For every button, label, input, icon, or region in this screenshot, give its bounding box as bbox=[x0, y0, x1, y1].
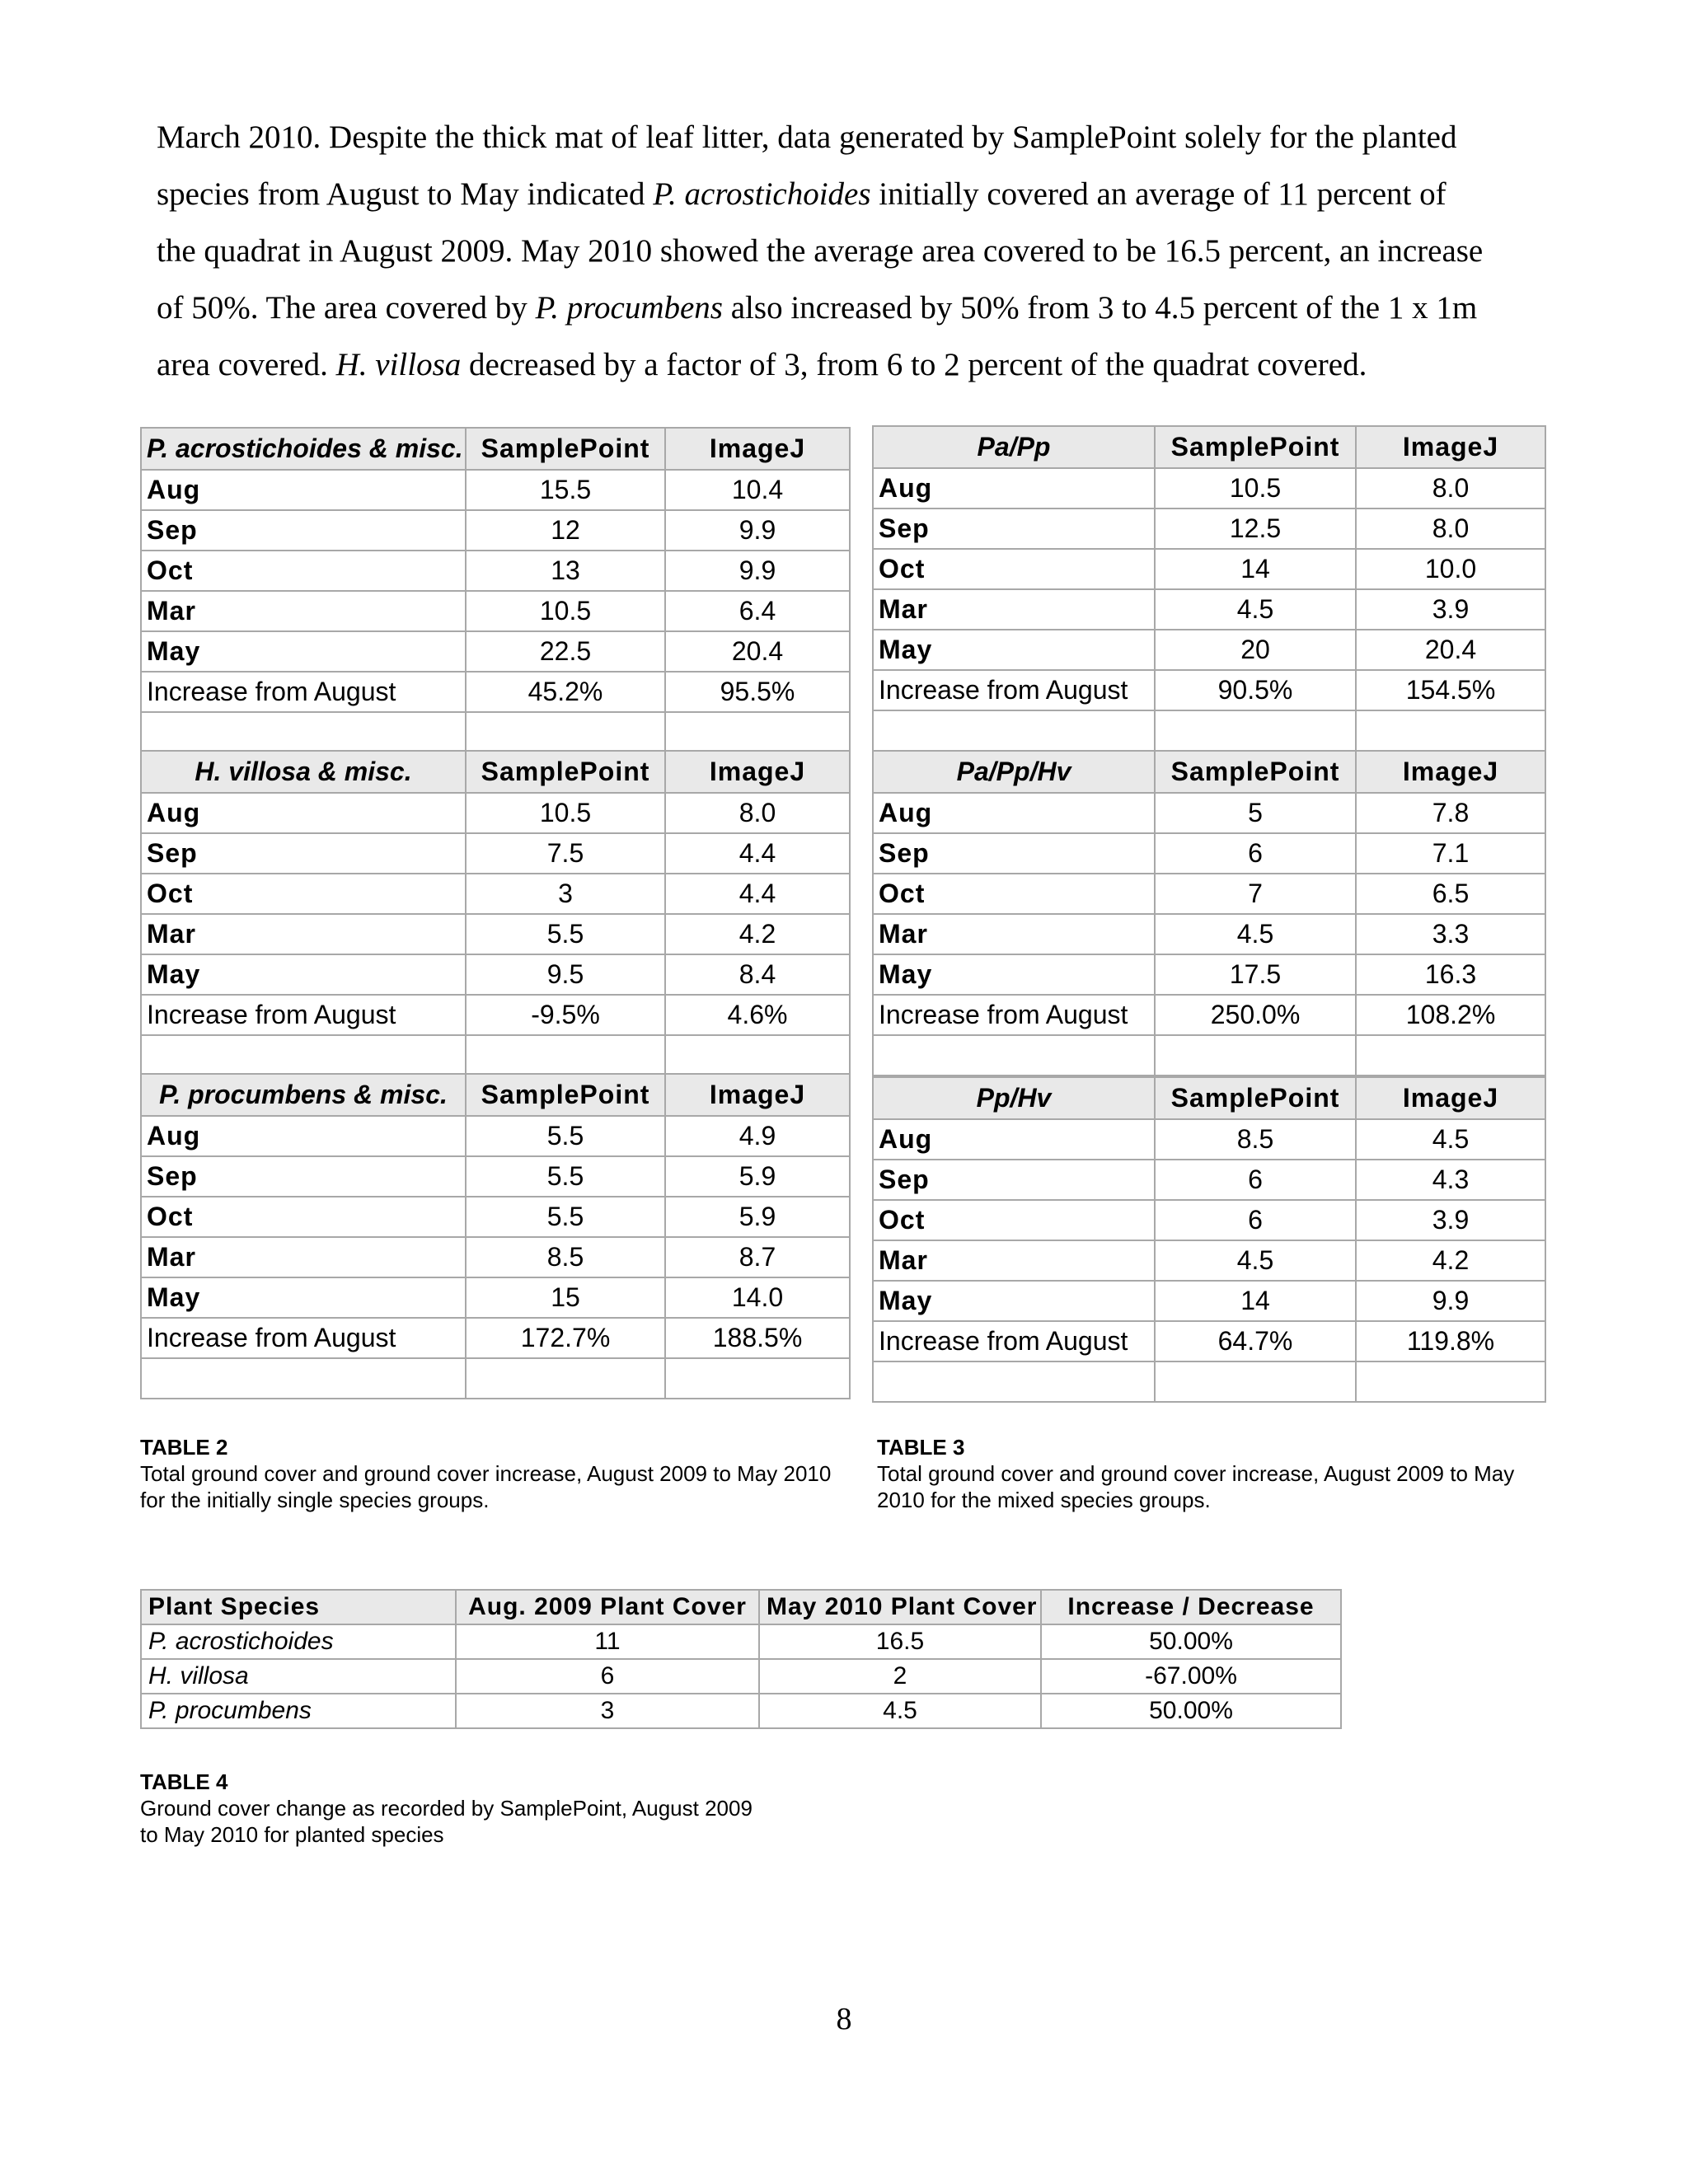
method-header: SamplePoint bbox=[1155, 426, 1356, 468]
table-cell: 5.5 bbox=[466, 914, 665, 954]
caption-title: TABLE 2 bbox=[140, 1435, 228, 1460]
table-cell: 250.0% bbox=[1155, 995, 1356, 1035]
table-cell: 64.7% bbox=[1155, 1321, 1356, 1361]
table3-pa-pp bbox=[872, 425, 1546, 752]
table-cell: 50.00% bbox=[1041, 1624, 1341, 1659]
table-cell: 4.6% bbox=[665, 995, 850, 1035]
table-cell: -9.5% bbox=[466, 995, 665, 1035]
row-label: Aug bbox=[141, 470, 466, 510]
row-label: May bbox=[873, 954, 1155, 995]
table-row bbox=[141, 1694, 1341, 1728]
paragraph-line bbox=[157, 109, 1550, 166]
group-header: P. procumbens & misc. bbox=[141, 1074, 466, 1116]
table-header-row bbox=[141, 428, 850, 470]
row-label: Sep bbox=[141, 1156, 466, 1197]
table-cell: 10.5 bbox=[1155, 468, 1356, 509]
table-cell: 12 bbox=[466, 510, 665, 551]
species-name: H. villosa bbox=[141, 1659, 456, 1694]
row-label: Mar bbox=[873, 1240, 1155, 1281]
row-label: Mar bbox=[141, 1237, 466, 1277]
row-label: Sep bbox=[873, 1160, 1155, 1200]
table-cell: 4.9 bbox=[665, 1116, 850, 1156]
table-cell: 8.7 bbox=[665, 1237, 850, 1277]
table-cell: 22.5 bbox=[466, 631, 665, 672]
table-cell: 5.5 bbox=[466, 1116, 665, 1156]
table-cell: 10.0 bbox=[1356, 549, 1545, 589]
empty-cell bbox=[466, 1035, 665, 1076]
empty-cell bbox=[1356, 1361, 1545, 1402]
table2-acrostichoides bbox=[140, 427, 851, 753]
table-cell: 6 bbox=[1155, 833, 1356, 874]
row-label: Increase from August bbox=[141, 672, 466, 712]
row-label: Sep bbox=[873, 509, 1155, 549]
table-cell: 7 bbox=[1155, 874, 1356, 914]
table-row bbox=[873, 914, 1545, 954]
table-cell: 8.5 bbox=[466, 1237, 665, 1277]
table-row bbox=[873, 833, 1545, 874]
empty-cell bbox=[141, 1035, 466, 1076]
table-cell: 5.5 bbox=[466, 1156, 665, 1197]
column-header: Plant Species bbox=[141, 1590, 456, 1624]
table-row bbox=[141, 470, 850, 510]
table-cell: 4.3 bbox=[1356, 1160, 1545, 1200]
table-row bbox=[873, 549, 1545, 589]
table-row bbox=[141, 1318, 850, 1358]
table-row bbox=[873, 954, 1545, 995]
empty-cell bbox=[1356, 1035, 1545, 1076]
species-name: P. acrostichoides bbox=[141, 1624, 456, 1659]
empty-cell bbox=[665, 712, 850, 752]
table-cell: 16.5 bbox=[759, 1624, 1041, 1659]
row-label: Aug bbox=[873, 793, 1155, 833]
table-cell: 11 bbox=[456, 1624, 759, 1659]
paragraph-line bbox=[157, 166, 1550, 223]
table2-caption bbox=[140, 1434, 849, 1513]
table-cell: 3 bbox=[466, 874, 665, 914]
table-cell: 9.9 bbox=[665, 510, 850, 551]
table-row bbox=[873, 509, 1545, 549]
column-header: May 2010 Plant Cover bbox=[759, 1590, 1041, 1624]
row-label: Oct bbox=[873, 1200, 1155, 1240]
table-cell: 119.8% bbox=[1356, 1321, 1545, 1361]
table-row bbox=[141, 1277, 850, 1318]
species-name: P. acrostichoides bbox=[653, 176, 871, 212]
caption-title: TABLE 4 bbox=[140, 1769, 228, 1794]
row-label: May bbox=[141, 1277, 466, 1318]
row-label: Increase from August bbox=[873, 1321, 1155, 1361]
table-row bbox=[141, 1156, 850, 1197]
table-header-row bbox=[141, 751, 850, 793]
table-cell: 8.4 bbox=[665, 954, 850, 995]
table-row bbox=[873, 1321, 1545, 1361]
paragraph-line bbox=[157, 336, 1550, 393]
table-cell: 3 bbox=[456, 1694, 759, 1728]
method-header: SamplePoint bbox=[466, 751, 665, 793]
table-cell: 188.5% bbox=[665, 1318, 850, 1358]
table4-plant-cover bbox=[140, 1589, 1342, 1729]
row-label: Sep bbox=[141, 833, 466, 874]
table-cell: 7.5 bbox=[466, 833, 665, 874]
empty-cell bbox=[873, 1035, 1155, 1076]
table-row bbox=[141, 833, 850, 874]
row-label: Mar bbox=[141, 914, 466, 954]
text-span: of 50%. The area covered by bbox=[157, 290, 536, 326]
table-cell: 3.9 bbox=[1356, 1200, 1545, 1240]
row-label: Oct bbox=[141, 1197, 466, 1237]
table-row bbox=[141, 995, 850, 1035]
table-cell: 95.5% bbox=[665, 672, 850, 712]
row-label: Mar bbox=[873, 589, 1155, 630]
table-row bbox=[141, 631, 850, 672]
table-cell: 4.5 bbox=[1155, 1240, 1356, 1281]
table-row bbox=[141, 914, 850, 954]
table-header-row bbox=[873, 1077, 1545, 1119]
table-cell: 8.0 bbox=[1356, 509, 1545, 549]
row-label: Sep bbox=[873, 833, 1155, 874]
empty-row bbox=[873, 1361, 1545, 1402]
table-cell: 20 bbox=[1155, 630, 1356, 670]
species-name: P. procumbens bbox=[141, 1694, 456, 1728]
empty-row bbox=[141, 1358, 850, 1399]
empty-cell bbox=[1155, 710, 1356, 751]
row-label: Increase from August bbox=[873, 670, 1155, 710]
table-cell: 7.8 bbox=[1356, 793, 1545, 833]
text-span: also increased by 50% from 3 to 4.5 percent of the 1 x 1m bbox=[723, 290, 1478, 326]
table-row bbox=[873, 468, 1545, 509]
row-label: Oct bbox=[141, 874, 466, 914]
row-label: Oct bbox=[141, 551, 466, 591]
table-row bbox=[873, 793, 1545, 833]
method-header: ImageJ bbox=[665, 428, 850, 470]
row-label: May bbox=[141, 954, 466, 995]
text-span: species from August to May indicated bbox=[157, 176, 654, 212]
table-row bbox=[873, 1200, 1545, 1240]
table-cell: 2 bbox=[759, 1659, 1041, 1694]
table-cell: 4.4 bbox=[665, 833, 850, 874]
table-row bbox=[873, 1160, 1545, 1200]
table3-pa-pp-hv bbox=[872, 750, 1546, 1076]
table-header-row bbox=[873, 426, 1545, 468]
table-row bbox=[141, 1197, 850, 1237]
table3-pp-hv bbox=[872, 1076, 1546, 1403]
row-label: Increase from August bbox=[141, 1318, 466, 1358]
table-cell: 14 bbox=[1155, 549, 1356, 589]
method-header: ImageJ bbox=[1356, 751, 1545, 793]
text-span: the quadrat in August 2009. May 2010 showed the average area covered to be 16.5 percent, an increase bbox=[157, 233, 1484, 269]
table-cell: 15 bbox=[466, 1277, 665, 1318]
table-row bbox=[873, 630, 1545, 670]
table-cell: 6 bbox=[1155, 1200, 1356, 1240]
table-cell: 15.5 bbox=[466, 470, 665, 510]
table-cell: 14.0 bbox=[665, 1277, 850, 1318]
row-label: Aug bbox=[873, 468, 1155, 509]
table-cell: 3.9 bbox=[1356, 589, 1545, 630]
text-span: decreased by a factor of 3, from 6 to 2 percent of the quadrat covered. bbox=[461, 347, 1367, 382]
table-cell: -67.00% bbox=[1041, 1659, 1341, 1694]
table2-villosa bbox=[140, 750, 851, 1076]
table-cell: 9.9 bbox=[665, 551, 850, 591]
table-cell: 9.5 bbox=[466, 954, 665, 995]
caption-title: TABLE 3 bbox=[877, 1435, 965, 1460]
row-label: Aug bbox=[141, 1116, 466, 1156]
row-label: Mar bbox=[141, 591, 466, 631]
paragraph-line bbox=[157, 223, 1550, 279]
empty-cell bbox=[1356, 710, 1545, 751]
column-header: Increase / Decrease bbox=[1041, 1590, 1341, 1624]
method-header: ImageJ bbox=[665, 751, 850, 793]
empty-cell bbox=[665, 1358, 850, 1399]
table-row bbox=[873, 1240, 1545, 1281]
method-header: ImageJ bbox=[1356, 1077, 1545, 1119]
table-row bbox=[873, 874, 1545, 914]
table-cell: 6.4 bbox=[665, 591, 850, 631]
table2-procumbens bbox=[140, 1073, 851, 1399]
row-label: Increase from August bbox=[873, 995, 1155, 1035]
table-cell: 4.2 bbox=[665, 914, 850, 954]
method-header: SamplePoint bbox=[1155, 751, 1356, 793]
table-row bbox=[141, 1116, 850, 1156]
row-label: Sep bbox=[141, 510, 466, 551]
table3-caption bbox=[877, 1434, 1561, 1513]
table-row bbox=[873, 1119, 1545, 1160]
table-cell: 6.5 bbox=[1356, 874, 1545, 914]
table-cell: 172.7% bbox=[466, 1318, 665, 1358]
table-row bbox=[141, 1659, 1341, 1694]
table-cell: 8.0 bbox=[665, 793, 850, 833]
table-row bbox=[141, 1237, 850, 1277]
text-span: March 2010. Despite the thick mat of leaf litter, data generated by SamplePoint solely for the planted bbox=[157, 120, 1457, 155]
group-header: H. villosa & misc. bbox=[141, 751, 466, 793]
table-row bbox=[141, 954, 850, 995]
table-row bbox=[873, 670, 1545, 710]
table-cell: 7.1 bbox=[1356, 833, 1545, 874]
table-cell: 14 bbox=[1155, 1281, 1356, 1321]
table-cell: 10.5 bbox=[466, 591, 665, 631]
row-label: May bbox=[141, 631, 466, 672]
empty-row bbox=[141, 1035, 850, 1076]
table-cell: 5.9 bbox=[665, 1197, 850, 1237]
table-cell: 4.5 bbox=[759, 1694, 1041, 1728]
row-label: Aug bbox=[141, 793, 466, 833]
row-label: Aug bbox=[873, 1119, 1155, 1160]
method-header: SamplePoint bbox=[466, 428, 665, 470]
method-header: ImageJ bbox=[665, 1074, 850, 1116]
table-cell: 5 bbox=[1155, 793, 1356, 833]
row-label: Oct bbox=[873, 874, 1155, 914]
row-label: May bbox=[873, 1281, 1155, 1321]
table-cell: 17.5 bbox=[1155, 954, 1356, 995]
table-cell: 4.5 bbox=[1155, 589, 1356, 630]
table-header-row bbox=[141, 1590, 1341, 1624]
page-number: 8 bbox=[836, 2002, 852, 2036]
table4-caption bbox=[140, 1769, 767, 1848]
caption-text: Total ground cover and ground cover increase, August 2009 to May 2010 for the initially single species groups. bbox=[140, 1461, 832, 1512]
table-cell: 8.5 bbox=[1155, 1119, 1356, 1160]
empty-cell bbox=[466, 712, 665, 752]
empty-cell bbox=[873, 710, 1155, 751]
empty-cell bbox=[1155, 1035, 1356, 1076]
caption-text: Ground cover change as recorded by SamplePoint, August 2009 to May 2010 for planted species bbox=[140, 1796, 753, 1847]
method-header: SamplePoint bbox=[466, 1074, 665, 1116]
table-cell: 45.2% bbox=[466, 672, 665, 712]
empty-cell bbox=[873, 1361, 1155, 1402]
table-row bbox=[141, 1624, 1341, 1659]
row-label: Oct bbox=[873, 549, 1155, 589]
table-cell: 6 bbox=[1155, 1160, 1356, 1200]
caption-text: Total ground cover and ground cover increase, August 2009 to May 2010 for the mixed species groups. bbox=[877, 1461, 1515, 1512]
empty-row bbox=[873, 1035, 1545, 1076]
table-cell: 4.2 bbox=[1356, 1240, 1545, 1281]
table-cell: 4.4 bbox=[665, 874, 850, 914]
table-cell: 4.5 bbox=[1356, 1119, 1545, 1160]
table-cell: 5.9 bbox=[665, 1156, 850, 1197]
table-cell: 12.5 bbox=[1155, 509, 1356, 549]
table-cell: 154.5% bbox=[1356, 670, 1545, 710]
table-cell: 20.4 bbox=[1356, 630, 1545, 670]
table-cell: 20.4 bbox=[665, 631, 850, 672]
group-header: P. acrostichoides & misc. bbox=[141, 428, 466, 470]
table-row bbox=[141, 793, 850, 833]
row-label: Increase from August bbox=[141, 995, 466, 1035]
empty-cell bbox=[1155, 1361, 1356, 1402]
column-header: Aug. 2009 Plant Cover bbox=[456, 1590, 759, 1624]
text-span: initially covered an average of 11 percent of bbox=[870, 176, 1447, 212]
table-cell: 6 bbox=[456, 1659, 759, 1694]
body-paragraph bbox=[157, 109, 1550, 393]
empty-row bbox=[141, 712, 850, 752]
table-cell: 13 bbox=[466, 551, 665, 591]
table-header-row bbox=[141, 1074, 850, 1116]
table-cell: 10.4 bbox=[665, 470, 850, 510]
group-header: Pa/Pp/Hv bbox=[873, 751, 1155, 793]
empty-cell bbox=[665, 1035, 850, 1076]
method-header: ImageJ bbox=[1356, 426, 1545, 468]
table-cell: 90.5% bbox=[1155, 670, 1356, 710]
table-cell: 4.5 bbox=[1155, 914, 1356, 954]
group-header: Pp/Hv bbox=[873, 1077, 1155, 1119]
table-cell: 108.2% bbox=[1356, 995, 1545, 1035]
table-cell: 8.0 bbox=[1356, 468, 1545, 509]
empty-cell bbox=[141, 1358, 466, 1399]
empty-cell bbox=[141, 712, 466, 752]
table-cell: 9.9 bbox=[1356, 1281, 1545, 1321]
table-header-row bbox=[873, 751, 1545, 793]
table-cell: 5.5 bbox=[466, 1197, 665, 1237]
table-row bbox=[873, 589, 1545, 630]
species-name: P. procumbens bbox=[535, 290, 723, 326]
empty-row bbox=[873, 710, 1545, 751]
table-row bbox=[141, 591, 850, 631]
table-cell: 10.5 bbox=[466, 793, 665, 833]
row-label: May bbox=[873, 630, 1155, 670]
paragraph-line bbox=[157, 279, 1550, 336]
table-row bbox=[141, 551, 850, 591]
table-row bbox=[873, 1281, 1545, 1321]
method-header: SamplePoint bbox=[1155, 1077, 1356, 1119]
species-name: H. villosa bbox=[335, 347, 462, 382]
table-row bbox=[141, 510, 850, 551]
table-row bbox=[141, 672, 850, 712]
empty-cell bbox=[466, 1358, 665, 1399]
text-span: area covered. bbox=[157, 347, 336, 382]
table-cell: 16.3 bbox=[1356, 954, 1545, 995]
table-row bbox=[141, 874, 850, 914]
row-label: Mar bbox=[873, 914, 1155, 954]
table-cell: 50.00% bbox=[1041, 1694, 1341, 1728]
table-row bbox=[873, 995, 1545, 1035]
group-header: Pa/Pp bbox=[873, 426, 1155, 468]
table-cell: 3.3 bbox=[1356, 914, 1545, 954]
